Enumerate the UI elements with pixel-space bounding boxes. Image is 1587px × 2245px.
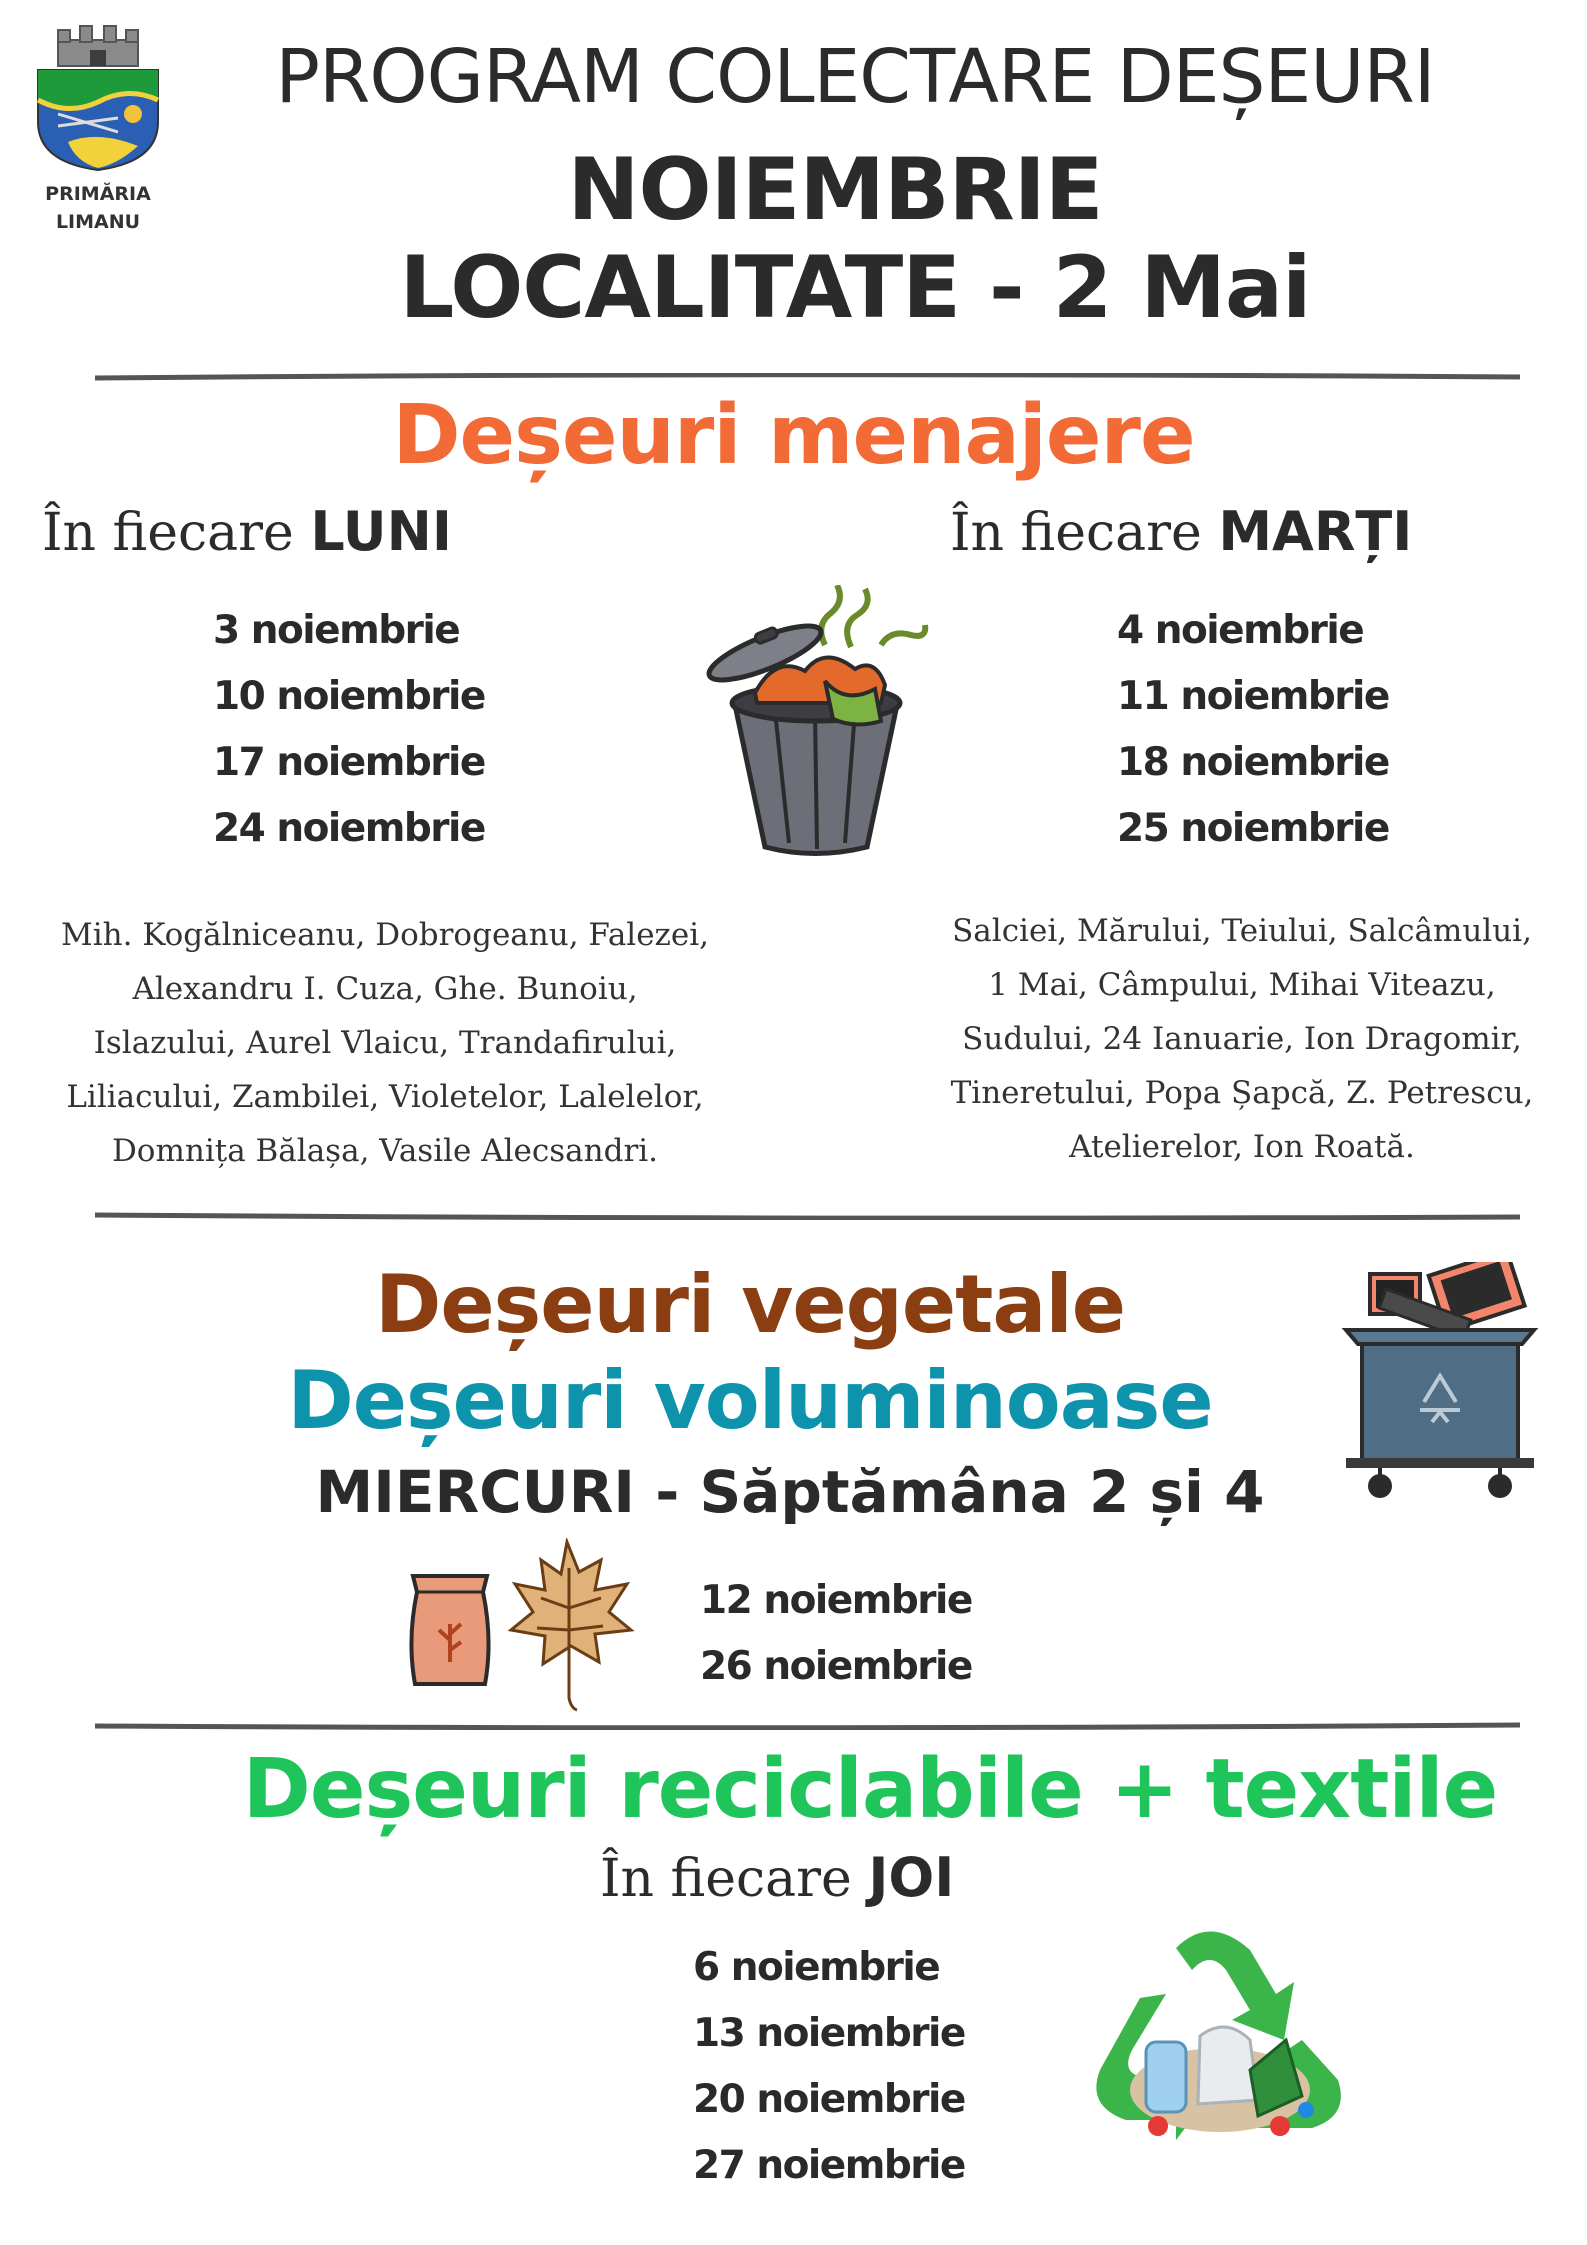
date-item: 12 noiembrie: [700, 1578, 972, 1623]
voluminoase-heading: Deșeuri voluminoase: [287, 1354, 1213, 1447]
divider-3: [95, 1722, 1520, 1730]
date-item: 18 noiembrie: [1117, 740, 1389, 785]
date-item: 25 noiembrie: [1117, 806, 1389, 851]
street-line: Salciei, Mărului, Teiului, Salcâmului,: [952, 913, 1532, 949]
date-item: 6 noiembrie: [693, 1945, 940, 1990]
reciclabile-dates: [693, 1935, 965, 2199]
date-item: 11 noiembrie: [1117, 674, 1389, 719]
coat-of-arms-label-2: LIMANU: [55, 211, 141, 233]
coat-of-arms-icon: [28, 22, 168, 233]
date-item: 4 noiembrie: [1117, 608, 1364, 653]
month-title: NOIEMBRIE: [567, 140, 1103, 240]
date-item: 17 noiembrie: [213, 740, 485, 785]
date-item: 20 noiembrie: [693, 2077, 965, 2122]
date-item: 26 noiembrie: [700, 1644, 972, 1689]
divider-1: [95, 373, 1520, 381]
menajere-left-dates: [213, 598, 485, 862]
maple-leaf-icon: [505, 1538, 635, 1713]
coat-of-arms-label-1: PRIMĂRIA: [45, 183, 151, 205]
date-item: 24 noiembrie: [213, 806, 485, 851]
menajere-left-streets: [20, 908, 750, 1178]
locality-title: LOCALITATE - 2 Mai: [399, 238, 1311, 338]
recycling-symbol-icon: [1080, 1920, 1360, 2170]
reciclabile-heading: Deșeuri reciclabile + textile: [242, 1742, 1498, 1837]
street-line: Sudului, 24 Ianuarie, Ion Dragomir,: [962, 1021, 1522, 1057]
vegetale-schedule: MIERCURI - Săptămâna 2 și 4: [315, 1458, 1265, 1526]
divider-2: [95, 1212, 1520, 1220]
every-prefix: În fiecare: [600, 1849, 852, 1909]
menajere-left-day: [42, 500, 452, 563]
date-item: 27 noiembrie: [693, 2143, 965, 2188]
date-item: 13 noiembrie: [693, 2011, 965, 2056]
date-item: 3 noiembrie: [213, 608, 460, 653]
street-line: 1 Mai, Câmpului, Mihai Viteazu,: [988, 967, 1496, 1003]
day-marti: MARȚI: [1218, 500, 1413, 563]
date-item: 10 noiembrie: [213, 674, 485, 719]
menajere-right-day: [950, 500, 1412, 563]
street-line: Mih. Kogălniceanu, Dobrogeanu, Falezei,: [60, 917, 710, 953]
bulky-waste-bin-icon: [1340, 1262, 1540, 1507]
day-luni: LUNI: [310, 500, 452, 563]
vegetale-heading: Deșeuri vegetale: [374, 1258, 1126, 1351]
trash-can-icon: [705, 585, 935, 860]
street-line: Tineretului, Popa Șapcă, Z. Petrescu,: [950, 1075, 1534, 1111]
street-line: Liliacului, Zambilei, Violetelor, Lalelelor,: [66, 1079, 704, 1115]
vegetale-dates: [700, 1568, 972, 1700]
day-joi: JOI: [868, 1846, 955, 1909]
street-line: Atelierelor, Ion Roată.: [1069, 1129, 1415, 1165]
menajere-heading: Deșeuri menajere: [392, 388, 1195, 483]
street-line: Alexandru I. Cuza, Ghe. Bunoiu,: [132, 971, 638, 1007]
every-prefix: În fiecare: [950, 503, 1202, 563]
menajere-right-streets: [912, 904, 1572, 1174]
street-line: Islazului, Aurel Vlaicu, Trandafirului,: [93, 1025, 677, 1061]
page-title: PROGRAM COLECTARE DEȘEURI: [275, 34, 1435, 120]
garden-waste-bag-icon: [405, 1570, 495, 1690]
street-line: Domnița Bălașa, Vasile Alecsandri.: [111, 1133, 659, 1169]
every-prefix: În fiecare: [42, 503, 294, 563]
menajere-right-dates: [1117, 598, 1389, 862]
reciclabile-day: [600, 1846, 954, 1909]
